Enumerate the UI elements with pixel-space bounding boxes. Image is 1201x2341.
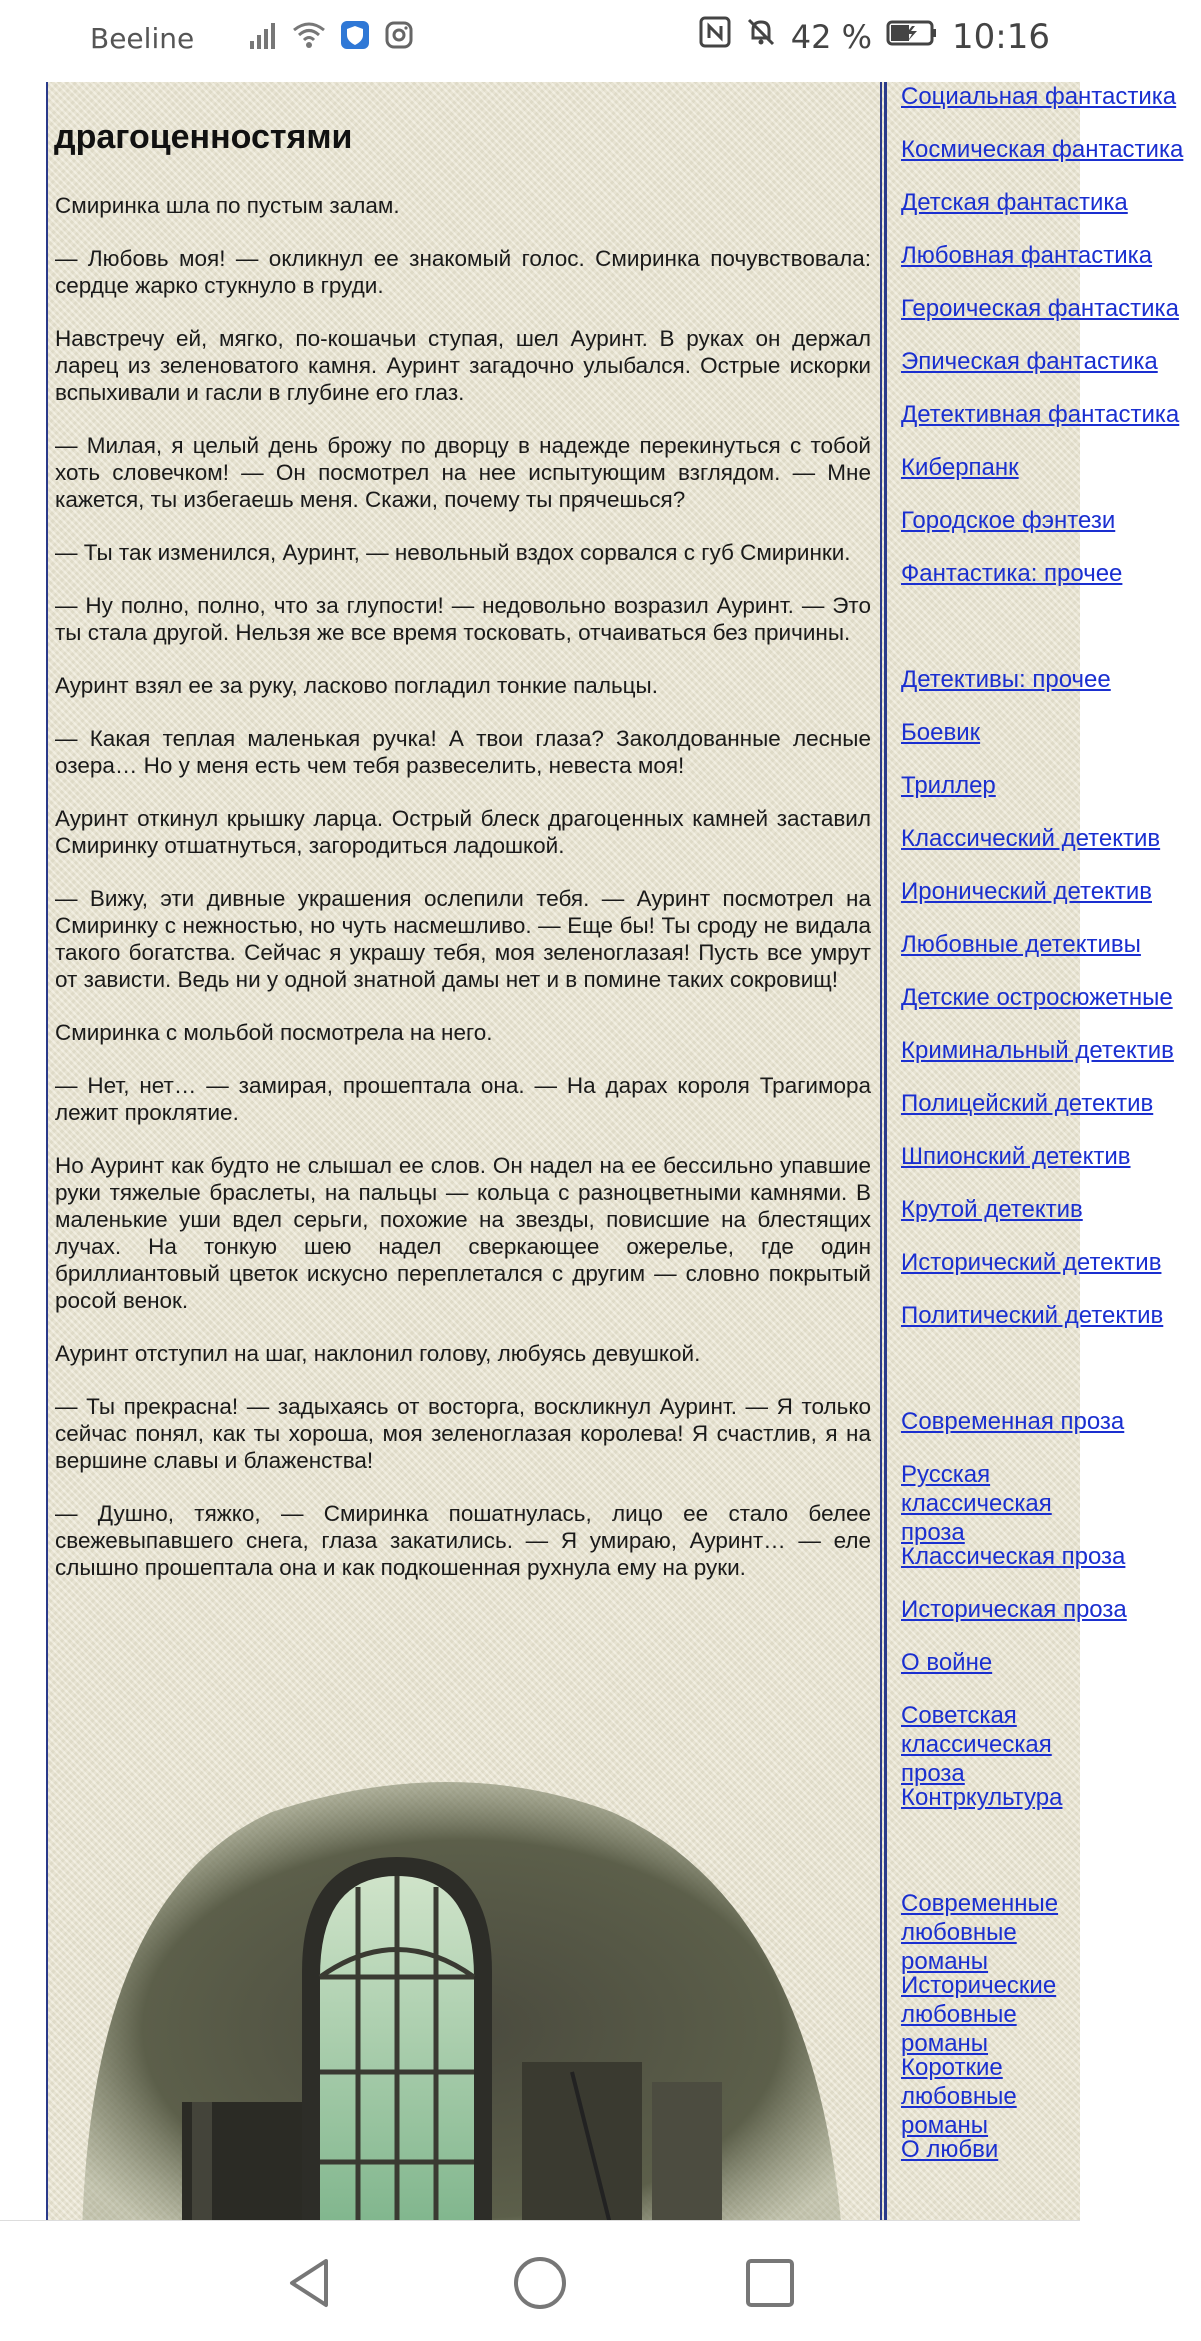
- nfc-icon: [699, 16, 731, 57]
- sidebar-link[interactable]: Фантастика: прочее: [901, 560, 1123, 587]
- home-circle-icon: [512, 2255, 568, 2311]
- sidebar-link[interactable]: Русская классическая проза: [901, 1461, 1052, 1546]
- paragraph: Ауринт откинул крышку ларца. Острый блеск драгоценных камней заставил Смиринку отшатнуться, загородиться ладошкой.: [55, 806, 871, 858]
- sidebar-link[interactable]: Современная проза: [901, 1408, 1125, 1435]
- paragraph: Навстречу ей, мягко, по-кошачьи ступая, шел Ауринт. В руках он держал ларец из зеленоватого камня. Ауринт загадочно улыбался. Острые искорки вспыхивали и гасли в глубине его глаз.: [55, 326, 871, 405]
- sidebar-link[interactable]: Короткие любовные романы: [901, 2054, 1017, 2139]
- sidebar-link[interactable]: Космическая фантастика: [901, 136, 1184, 163]
- sidebar-link[interactable]: Полицейский детектив: [901, 1090, 1154, 1117]
- sidebar-link[interactable]: Эпическая фантастика: [901, 348, 1158, 375]
- paragraph: — Милая, я целый день брожу по дворцу в надежде перекинуться с тобой хоть словечком! — Он посмотрел на нее испытующим взглядом. — Мне кажется, ты избегаешь меня. Скажи, почему ты прячешься?: [55, 433, 871, 512]
- paragraph: Смиринка шла по пустым залам.: [55, 193, 400, 218]
- sidebar-link[interactable]: Исторический детектив: [901, 1249, 1162, 1276]
- paragraph: — Душно, тяжко, — Смиринка пошатнулась, лицо ее стало белее свежевыпавшего снега, глаза закатились. — Я умираю, Ауринт… — еле слышно прошептала она и как подкошенная рухнула ему на руки.: [55, 1501, 871, 1580]
- paragraph: — Нет, нет… — замирая, прошептала она. — На дарах короля Трагимора лежит проклятие.: [55, 1073, 871, 1125]
- sidebar-link[interactable]: Боевик: [901, 719, 981, 746]
- wifi-icon: [292, 20, 326, 57]
- mute-bell-icon: [745, 16, 777, 57]
- recents-square-icon: [742, 2255, 798, 2311]
- sidebar-link[interactable]: Иронический детектив: [901, 878, 1152, 905]
- paragraph: — Вижу, эти дивные украшения ослепили тебя. — Ауринт посмотрел на Смиринку с нежностью, но чуть насмешливо. — Еще бы! Ты сроду не видала такого богатства. Сейчас я украшу тебя, моя зеленоглазая! Пусть все умрут от зависти. Ведь ни у одной знатной дамы нет и в помине таких сокровищ!: [55, 886, 871, 992]
- sidebar-link[interactable]: Любовная фантастика: [901, 242, 1153, 269]
- back-button[interactable]: [282, 2255, 338, 2311]
- page-left-margin: [0, 82, 46, 2220]
- sidebar-link[interactable]: Киберпанк: [901, 454, 1019, 481]
- paragraph: Смиринка с мольбой посмотрела на него.: [55, 1020, 493, 1045]
- paragraph: Но Ауринт как будто не слышал ее слов. Он надел на ее бессильно упавшие руки тяжелые браслеты, на пальцы — кольца с разноцветными камнями. В маленькие уши вдел серьги, похожие на звезды, повисшие на блестящих лучах. На тонкую шею надел сверкающее ожерелье, где один бриллиантовый цветок искусно переплетался с другим — словно покрытый росой венок.: [55, 1153, 871, 1313]
- sidebar-link[interactable]: Крутой детектив: [901, 1196, 1083, 1223]
- sidebar-link[interactable]: Детективная фантастика: [901, 401, 1180, 428]
- sidebar-link[interactable]: Детские остросюжетные: [901, 984, 1173, 1011]
- sidebar-link[interactable]: Триллер: [901, 772, 996, 799]
- sidebar-link[interactable]: Городское фэнтези: [901, 507, 1116, 534]
- sidebar-link[interactable]: Классический детектив: [901, 825, 1161, 852]
- sidebar-link[interactable]: Детективы: прочее: [901, 666, 1111, 693]
- chapter-title: драгоценностями: [54, 118, 353, 156]
- sidebar-link[interactable]: О любви: [901, 2136, 999, 2163]
- shield-app-icon: [340, 20, 370, 57]
- back-triangle-icon: [282, 2255, 338, 2311]
- sidebar-link[interactable]: Криминальный детектив: [901, 1037, 1174, 1064]
- sidebar-link[interactable]: Политический детектив: [901, 1302, 1164, 1329]
- battery-icon: [886, 17, 938, 57]
- sidebar-link[interactable]: Историческая проза: [901, 1596, 1127, 1623]
- paragraph: — Какая теплая маленькая ручка! А твои глаза? Заколдованные лесные озера… Но у меня есть чем тебя развеселить, невеста моя!: [55, 726, 871, 778]
- instagram-icon: [384, 20, 414, 57]
- sidebar-link[interactable]: Советская классическая проза: [901, 1702, 1052, 1787]
- sidebar-link[interactable]: О войне: [901, 1649, 993, 1676]
- sidebar-link[interactable]: Современные любовные романы: [901, 1890, 1059, 1975]
- paragraph: Ауринт взял ее за руку, ласково погладил тонкие пальцы.: [55, 673, 658, 698]
- sidebar-link[interactable]: Детская фантастика: [901, 189, 1128, 216]
- sidebar-link[interactable]: Классическая проза: [901, 1543, 1126, 1570]
- recents-button[interactable]: [742, 2255, 798, 2311]
- sidebar-link[interactable]: Контркультура: [901, 1784, 1063, 1811]
- paragraph: Ауринт отступил на шаг, наклонил голову, любуясь девушкой.: [55, 1341, 701, 1366]
- genre-sidebar: [884, 82, 1184, 2220]
- story-illustration: [52, 1772, 878, 2232]
- sidebar-link[interactable]: Шпионский детектив: [901, 1143, 1131, 1170]
- paragraph: — Ты так изменился, Ауринт, — невольный вздох сорвался с губ Смиринки.: [55, 540, 851, 565]
- home-button[interactable]: [512, 2255, 568, 2311]
- paragraph: — Ты прекрасна! — задыхаясь от восторга, воскликнул Ауринт. — Я только сейчас понял, как ты хороша, моя зеленоглазая королева! Я счастлив, я на вершине славы и блаженства!: [55, 1394, 871, 1473]
- paragraph: — Любовь моя! — окликнул ее знакомый голос. Смиринка почувствовала: сердце жарко стукнуло в груди.: [55, 246, 871, 298]
- carrier-label: Beeline: [90, 22, 195, 55]
- web-page[interactable]: [0, 82, 1184, 2220]
- sidebar-link[interactable]: Любовные детективы: [901, 931, 1141, 958]
- paragraph: — Ну полно, полно, что за глупости! — недовольно возразил Ауринт. — Это ты стала другой. Нельзя же все время тосковать, отчаиваться без причины.: [55, 593, 871, 645]
- clock: 10:16: [952, 16, 1050, 57]
- sidebar-link[interactable]: Исторические любовные романы: [901, 1972, 1057, 2057]
- signal-icon: [248, 21, 278, 56]
- sidebar-link[interactable]: Героическая фантастика: [901, 295, 1179, 322]
- sidebar-link[interactable]: Социальная фантастика: [901, 83, 1177, 110]
- battery-percent: 42 %: [790, 17, 873, 56]
- story-text: [55, 192, 871, 1607]
- status-bar: [0, 0, 1080, 82]
- system-nav-bar: [0, 2220, 1080, 2341]
